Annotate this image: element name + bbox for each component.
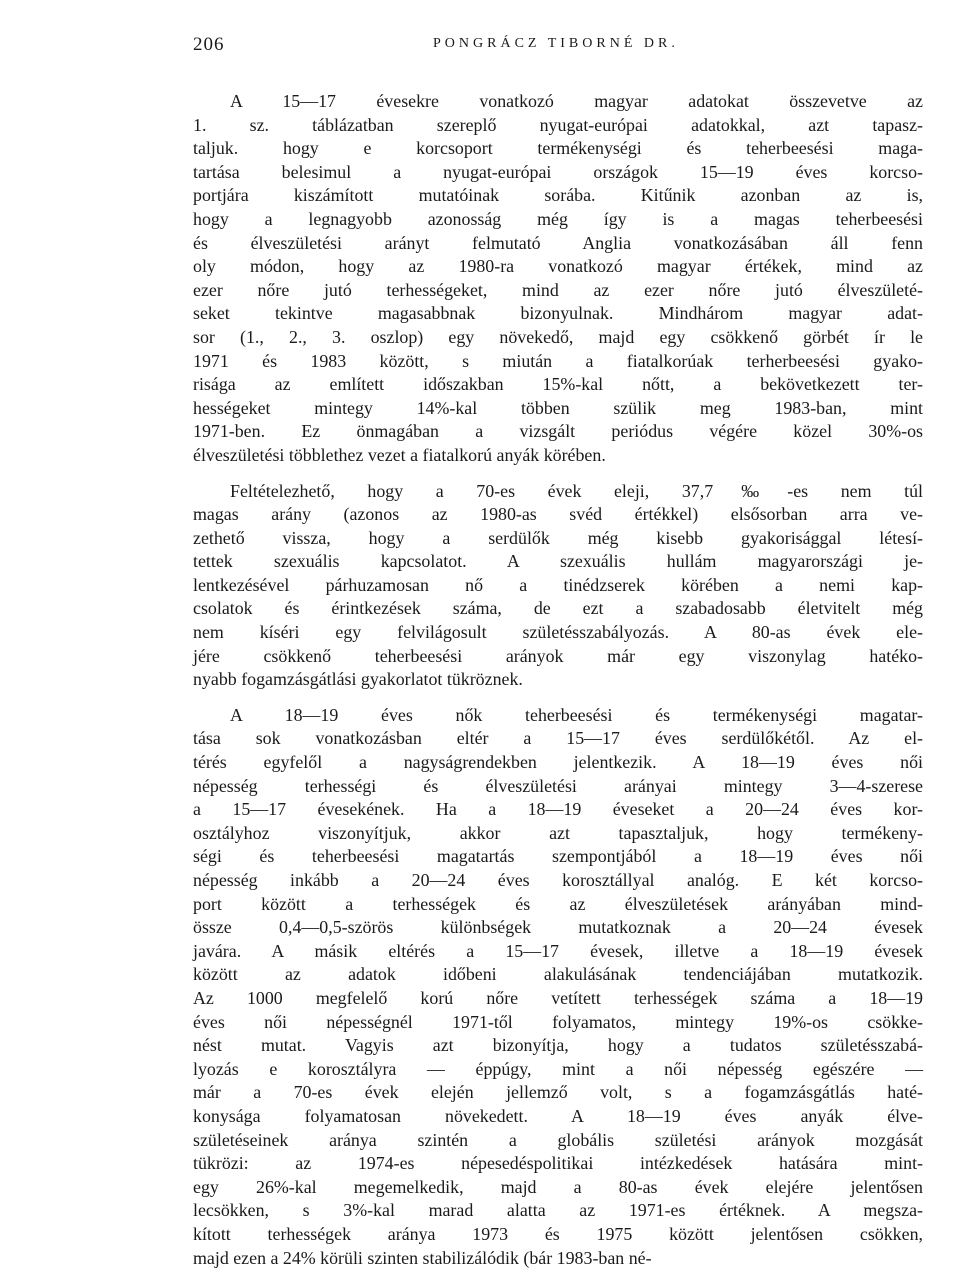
text-line: seket tekintve magasabbnak bizonyulnak. Mindhárom magyar adat- xyxy=(193,303,923,324)
text-line: lyozás e korosztályra — éppúgy, mint a női népesség egészére — xyxy=(193,1058,923,1079)
text-line: kított terhességek aránya 1973 és 1975 között jelentősen csökken, xyxy=(193,1223,923,1244)
text-line: 1971 és 1983 között, s miután a fiatalkorúak terherbeesési gyako- xyxy=(193,350,923,371)
text-line: ezer nőre jutó terhességeket, mind az ezer nőre jutó élveszületé- xyxy=(193,279,923,300)
text-line: ségi és teherbeesési magatartás szempontjából a 18—19 éves női xyxy=(193,846,923,867)
paragraph xyxy=(193,480,923,692)
text-line: élveszületési többlethez vezet a fiatalkorú anyák körében. xyxy=(193,444,606,465)
text-line: taljuk. hogy e korcsoport termékenységi és teherbeesési maga- xyxy=(193,138,923,159)
document-body xyxy=(193,90,923,1270)
running-head: PONGRÁCZ TIBORNÉ DR. xyxy=(433,36,679,51)
text-line: magas arány (azonos az 1980-as svéd értékkel) elsősorban arra ve- xyxy=(193,504,923,525)
text-line: tása sok vonatkozásban eltér a 15—17 éves serdülőkétől. Az el- xyxy=(193,728,923,749)
text-line: oly módon, hogy az 1980-ra vonatkozó magyar értékek, mind az xyxy=(193,256,923,277)
text-line: népesség terhességi és élveszületési arányai mintegy 3—4-szerese xyxy=(193,775,923,796)
text-line: egy 26%-kal megemelkedik, majd a 80-as évek elejére jelentősen xyxy=(193,1176,923,1197)
page-header xyxy=(193,30,923,70)
text-line: népesség inkább a 20—24 éves korosztállyal analóg. E két korcso- xyxy=(193,870,923,890)
text-line: 1971-ben. Ez önmagában a vizsgált periódus végére közel 30%-os xyxy=(193,421,923,442)
text-line: konysága folyamatosan növekedett. A 18—19 éves anyák élve- xyxy=(193,1105,923,1126)
text-line: nyabb fogamzásgátlási gyakorlatot tükröznek. xyxy=(193,669,523,690)
text-line: A 15—17 évesekre vonatkozó magyar adatokat összevetve az xyxy=(230,91,923,111)
text-line: között az adatok időbeni alakulásának tendenciájában mutatkozik. xyxy=(193,964,923,985)
text-line: portjára kiszámított mutatóinak sorába. Kitűnik azonban az is, xyxy=(193,185,923,206)
text-line: lecsökken, s 3%-kal marad alatta az 1971-es értéknek. A megsza- xyxy=(193,1200,923,1221)
text-line: éves női népességnél 1971-től folyamatos, mintegy 19%-os csökke- xyxy=(193,1011,923,1032)
text-line: zethető vissza, hogy a serdülők még kisebb gyakorisággal létesí- xyxy=(193,527,923,548)
text-line: javára. A másik eltérés a 15—17 évesek, illetve a 18—19 évesek xyxy=(193,940,923,961)
text-line: lentkezésével párhuzamosan nő a tinédzserek körében a nemi kap- xyxy=(193,574,923,595)
text-line: 1. sz. táblázatban szereplő nyugat-európai adatokkal, azt tapasz- xyxy=(193,114,923,135)
text-line: már a 70-es évek elején jellemző volt, s a fogamzásgátlás haté- xyxy=(193,1082,923,1103)
text-line: port között a terhességek és az élveszületések arányában mind- xyxy=(193,893,923,914)
paragraph xyxy=(193,704,923,1270)
text-line: jére csökkenő teherbeesési arányok már egy viszonylag hatéko- xyxy=(193,645,923,666)
text-line: majd ezen a 24% körüli szinten stabilizálódik (bár 1983-ban né- xyxy=(193,1247,652,1268)
text-line: risága az említett időszakban 15%-kal nőtt, a bekövetkezett ter- xyxy=(193,374,923,395)
text-line: Feltételezhető, hogy a 70-es évek eleji, 37,7‰-es nem túl xyxy=(230,480,923,501)
text-line: tettek szexuális kapcsolatot. A szexuális hullám magyarországi je- xyxy=(193,551,923,572)
text-line: A 18—19 éves nők teherbeesési és termékenységi magatar- xyxy=(230,704,923,725)
text-line: a 15—17 évesekének. Ha a 18—19 éveseket a 20—24 éves kor- xyxy=(193,799,923,820)
text-line: születéseinek aránya szintén a globális születési arányok mozgását xyxy=(193,1129,923,1150)
text-line: össze 0,4—0,5-szörös különbségek mutatkoznak a 20—24 évesek xyxy=(193,917,923,938)
text-line: és élveszületési arányt felmutató Anglia vonatkozásában áll fenn xyxy=(193,232,923,253)
page-number: 206 xyxy=(193,34,225,55)
text-line: tükrözi: az 1974-es népesedéspolitikai intézkedések hatására mint- xyxy=(193,1153,923,1174)
text-line: térés egyfelől a nagyságrendekben jelentkezik. A 18—19 éves női xyxy=(193,752,923,773)
text-line: osztályhoz viszonyítjuk, akkor azt tapasztaljuk, hogy termékeny- xyxy=(193,822,923,843)
text-line: hességeket mintegy 14%-kal többen szülik meg 1983-ban, mint xyxy=(193,397,923,418)
text-line: nem kíséri egy felvilágosult születésszabályozás. A 80-as évek ele- xyxy=(193,622,923,643)
text-line: nést mutat. Vagyis azt bizonyítja, hogy a tudatos születésszabá- xyxy=(193,1035,923,1056)
text-line: sor (1., 2., 3. oszlop) egy növekedő, majd egy csökkenő görbét ír le xyxy=(193,326,923,347)
text-line: csolatok és érintkezések száma, de ezt a szabadosabb életvitelt még xyxy=(193,598,923,619)
document-page xyxy=(193,30,923,1270)
text-line: tartása belesimul a nyugat-európai országok 15—19 éves korcso- xyxy=(193,161,923,182)
text-line: hogy a legnagyobb azonosság még így is a magas teherbeesési xyxy=(193,208,923,229)
paragraph xyxy=(193,90,923,468)
text-line: Az 1000 megfelelő korú nőre vetített terhességek száma a 18—19 xyxy=(193,987,923,1008)
